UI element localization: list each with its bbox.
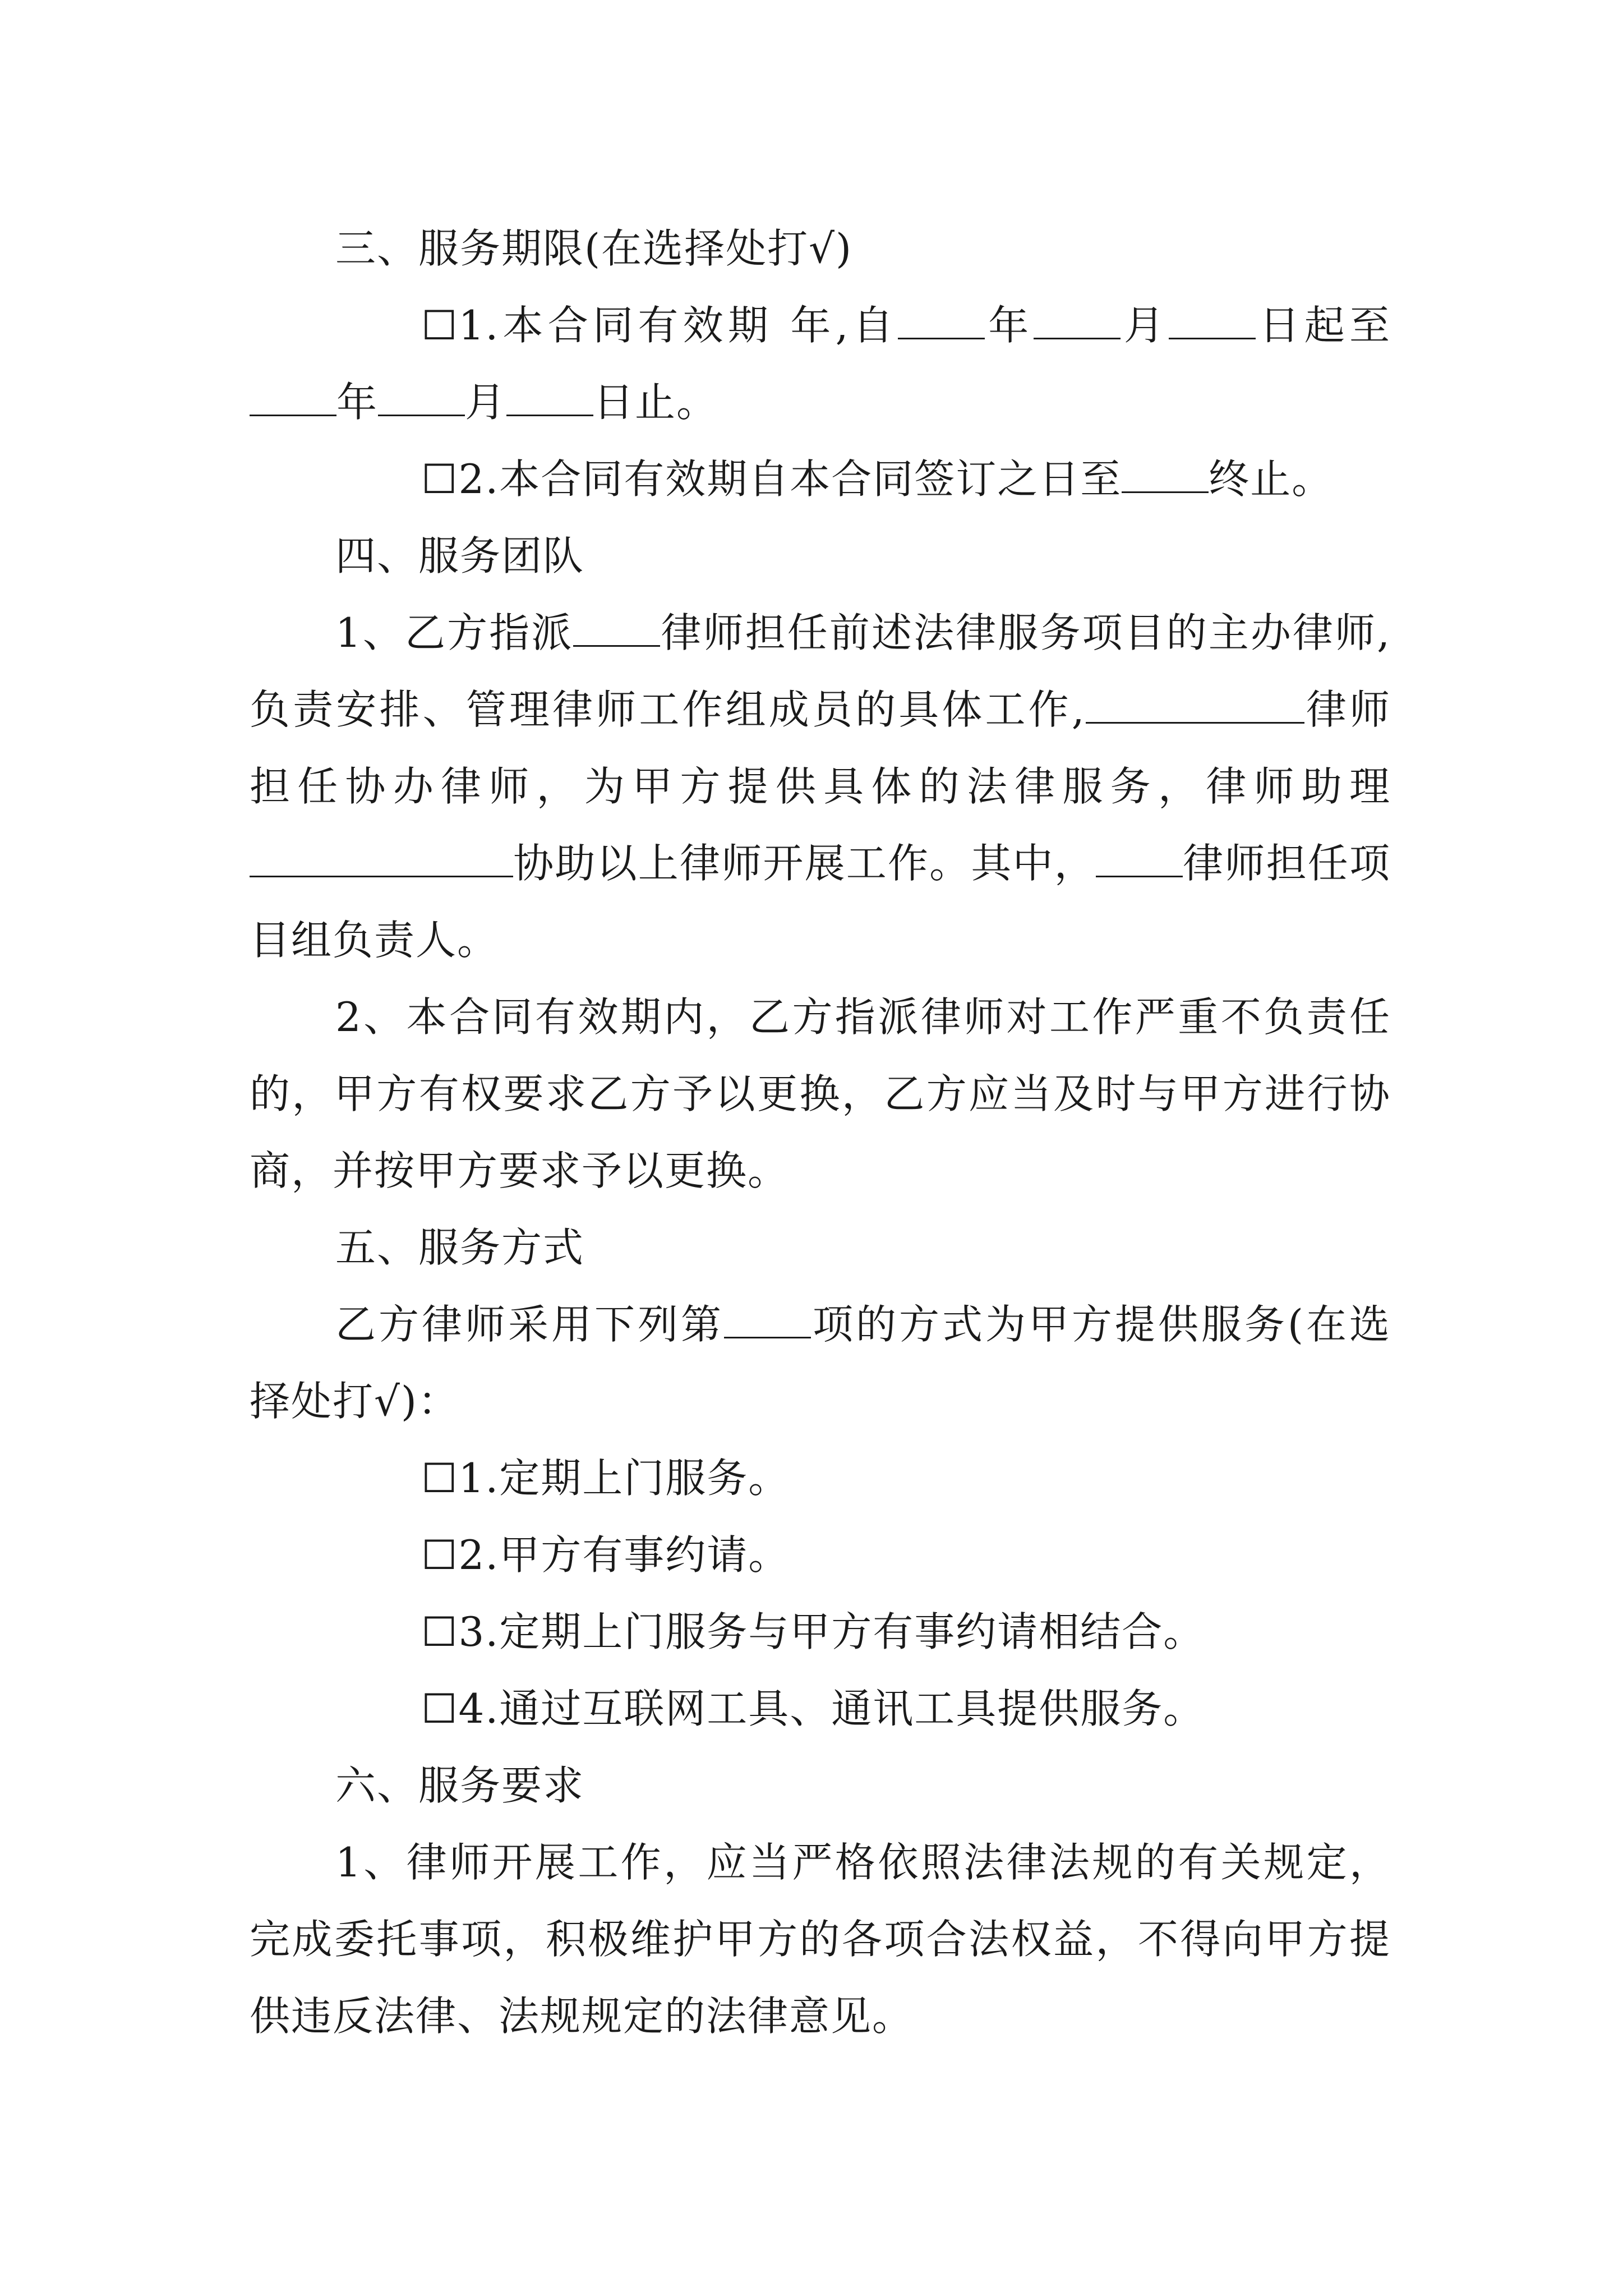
option-text: 月	[465, 379, 507, 426]
section-6-heading	[250, 1747, 1391, 1824]
option-text: 月	[1120, 302, 1169, 349]
section-4-paragraph-2	[250, 979, 1391, 1209]
option-text: 终止。	[1209, 455, 1334, 503]
document-body	[250, 210, 1391, 2055]
blank-field[interactable]	[250, 839, 513, 877]
checkbox-icon[interactable]: ☐	[421, 1608, 459, 1655]
blank-field[interactable]	[573, 609, 660, 647]
blank-field[interactable]	[1086, 685, 1304, 724]
option-text: 1.本合同有效期 年,自	[458, 302, 898, 349]
paragraph-text: 项的方式为甲方提供服务(在选择处打√)：	[250, 1301, 1391, 1425]
blank-field[interactable]	[724, 1300, 811, 1338]
blank-field[interactable]	[1122, 455, 1209, 493]
section-3-heading	[250, 210, 1391, 287]
checkbox-icon[interactable]: ☐	[421, 455, 459, 503]
checkbox-icon[interactable]: ☐	[421, 302, 459, 349]
section-3-option-1	[250, 287, 1391, 441]
section-4-heading-text: 四、服务团队	[335, 532, 585, 579]
option-text: 4.通过互联网工具、通讯工具提供服务。	[458, 1685, 1205, 1732]
option-text: 日起至	[1256, 302, 1391, 349]
section-4-paragraph-1	[250, 595, 1391, 979]
paragraph-text: 1、乙方指派	[335, 609, 574, 656]
section-5-option-4	[250, 1671, 1391, 1747]
option-text: 3.定期上门服务与甲方有事约请相结合。	[458, 1608, 1205, 1655]
option-text: 年	[985, 302, 1034, 349]
section-5-option-1	[250, 1440, 1391, 1517]
blank-field[interactable]	[250, 378, 336, 416]
section-5-heading	[250, 1209, 1391, 1286]
blank-field[interactable]	[1034, 301, 1121, 339]
checkbox-icon[interactable]: ☐	[421, 1455, 459, 1502]
paragraph-text: 2、本合同有效期内，乙方指派律师对工作严重不负责任的，甲方有权要求乙方予以更换，乙方应当及时与甲方进行协商，并按甲方要求予以更换。	[250, 993, 1391, 1194]
paragraph-text: 乙方律师采用下列第	[335, 1301, 724, 1348]
blank-field[interactable]	[1169, 301, 1256, 339]
section-5-option-2	[250, 1517, 1391, 1594]
option-text: 2.甲方有事约请。	[458, 1531, 790, 1579]
section-5-intro	[250, 1286, 1391, 1440]
option-text: 年	[336, 379, 379, 426]
checkbox-icon[interactable]: ☐	[421, 1685, 459, 1732]
blank-field[interactable]	[506, 378, 593, 416]
section-5-option-3	[250, 1594, 1391, 1671]
paragraph-text: 1、律师开展工作，应当严格依照法律法规的有关规定，完成委托事项，积极维护甲方的各项合法权益，不得向甲方提供违反法律、法规规定的法律意见。	[250, 1839, 1391, 2040]
option-text: 日止。	[593, 379, 718, 426]
section-6-heading-text: 六、服务要求	[335, 1762, 585, 1809]
option-text: 1.定期上门服务。	[458, 1455, 790, 1502]
checkbox-icon[interactable]: ☐	[421, 1531, 459, 1579]
paragraph-text: 律师担任前述法律服务项目的主办律师,负责安排、管理律师工作组成员的具体工作,	[250, 609, 1391, 733]
section-6-paragraph-1	[250, 1824, 1391, 2055]
section-3-option-2	[250, 441, 1391, 518]
section-3-heading-text: 三、服务期限(在选择处打√)	[335, 225, 853, 272]
blank-field[interactable]	[378, 378, 465, 416]
section-4-heading	[250, 518, 1391, 595]
section-5-heading-text: 五、服务方式	[335, 1224, 585, 1271]
blank-field[interactable]	[1096, 839, 1183, 877]
paragraph-text: 律师担任项目组负责人。	[250, 840, 1391, 964]
paragraph-text: 协助以上律师开展工作。其中，	[513, 840, 1096, 887]
option-text: 2.本合同有效期自本合同签订之日至	[458, 455, 1122, 503]
blank-field[interactable]	[898, 301, 985, 339]
paragraph-text: 律师担任协办律师，为甲方提供具体的法律服务，律师助理	[250, 686, 1391, 810]
